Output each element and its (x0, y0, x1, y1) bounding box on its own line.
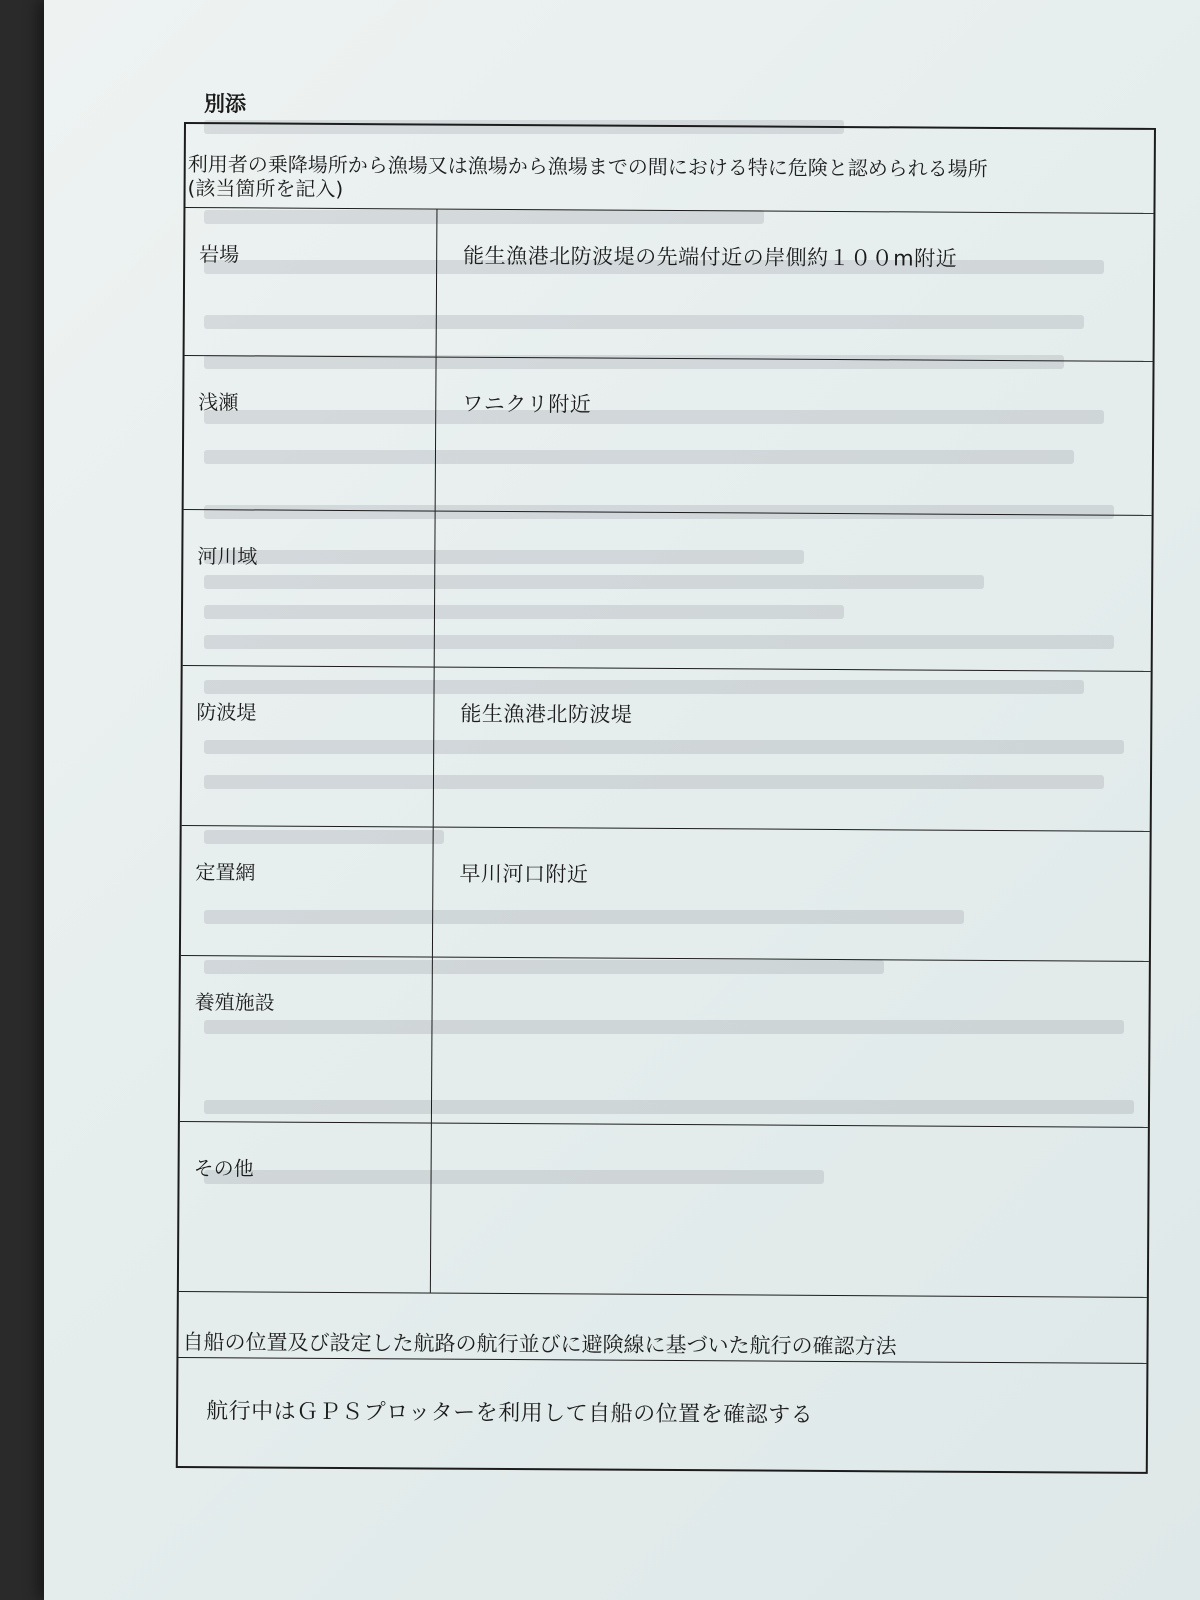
row-value-river-area (435, 512, 1152, 671)
row-value-rocks: 能生漁港北防波堤の先端付近の岸側約１００m附近 (463, 243, 958, 271)
row-label-shallows: 浅瀬 (184, 356, 437, 511)
row-label-breakwater: 防波堤 (182, 666, 435, 827)
table-row (183, 510, 1152, 672)
table-row (184, 356, 1153, 516)
row-value-breakwater: 能生漁港北防波堤 (460, 701, 633, 727)
attachment-heading: 別添 (204, 92, 246, 116)
danger-places-title (185, 124, 1153, 214)
danger-places-subtitle: (該当箇所を記入) (187, 176, 344, 201)
navigation-method-body: 航行中はＧＰＳプロッターを利用して自船の位置を確認する (206, 1399, 814, 1428)
table-row (180, 956, 1149, 1128)
danger-places-title-text: 利用者の乗降場所から漁場又は漁場から漁場までの間における特に危険と認められる場所 (187, 152, 988, 181)
row-value-set-net: 早川河口附近 (459, 861, 589, 887)
row-value-other (431, 1124, 1148, 1297)
navigation-method-title: 自船の位置及び設定した航路の航行並びに避険線に基づいた航行の確認方法 (178, 1292, 1146, 1364)
table-row (185, 208, 1154, 362)
danger-places-table (176, 122, 1156, 1474)
row-label-aquaculture: 養殖施設 (180, 956, 433, 1123)
table-row (179, 1122, 1148, 1298)
row-value-aquaculture (432, 958, 1149, 1127)
row-label-set-net: 定置網 (181, 826, 434, 957)
row-label-river-area: 河川域 (183, 510, 436, 667)
table-row (181, 826, 1150, 962)
row-label-rocks: 岩場 (185, 208, 438, 357)
table-row (182, 666, 1151, 832)
row-label-other: その他 (179, 1122, 432, 1293)
row-value-shallows: ワニクリ附近 (462, 391, 592, 417)
paper-sheet (44, 0, 1200, 1600)
